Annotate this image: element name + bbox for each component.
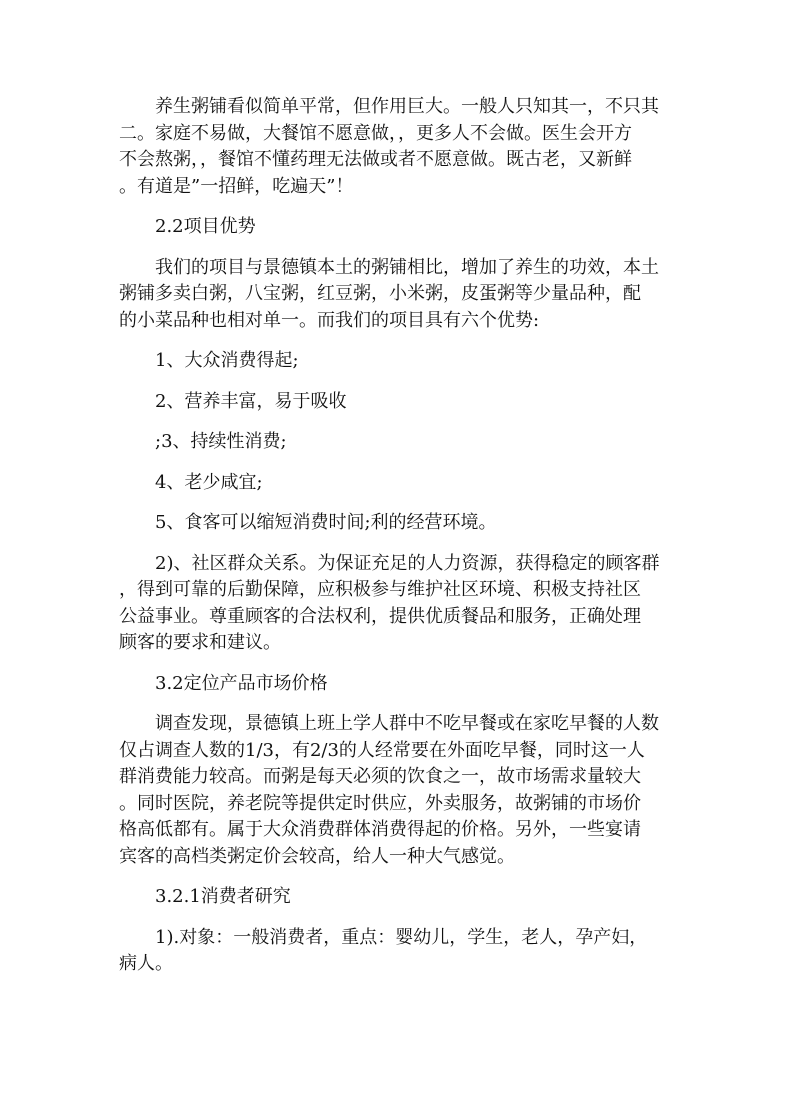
paragraph-consumer-research bbox=[119, 925, 675, 978]
text-line: 二。家庭不易做，大餐馆不愿意做，，更多人不会做。医生会开方 bbox=[119, 122, 632, 144]
text-line: 宾客的高档类粥定价会较高，给人一种大气感觉。 bbox=[119, 845, 515, 867]
list-item-4: 4、老少咸宜; bbox=[155, 471, 263, 493]
text-line: 格高低都有。属于大众消费群体消费得起的价格。另外，一些宴请 bbox=[119, 819, 641, 840]
paragraph-intro bbox=[119, 94, 675, 200]
list-item-5: 5、食客可以缩短消费时间;利的经营环境。 bbox=[155, 512, 497, 533]
paragraph-project-advantages bbox=[119, 255, 675, 335]
text-line: 不会熬粥，，餐馆不懂药理无法做或者不愿意做。既古老，又新鲜 bbox=[119, 149, 632, 170]
text-line: 调查发现，景德镇上班上学人群中不吃早餐或在家吃早餐的人数 bbox=[155, 713, 659, 734]
text-line: 群消费能力较高。而粥是每天必须的饮食之一，故市场需求量较大 bbox=[119, 766, 641, 787]
text-line: 养生粥铺看似简单平常，但作用巨大。一般人只知其一，不只其 bbox=[155, 96, 659, 117]
paragraph-community-relations bbox=[119, 551, 675, 657]
text-line: 粥铺多卖白粥，八宝粥，红豆粥，小米粥，皮蛋粥等少量品种，配 bbox=[119, 283, 641, 304]
document-page bbox=[119, 94, 675, 992]
text-line: 的小菜品种也相对单一。而我们的项目具有六个优势: bbox=[119, 309, 540, 331]
list-item-2: 2、营养丰富，易于吸收 bbox=[155, 390, 347, 412]
text-line: 2)、社区群众关系。为保证充足的人力资源，获得稳定的顾客群 bbox=[155, 552, 660, 574]
text-line: 公益事业。尊重顾客的合法权利，提供优质餐品和服务，正确处理 bbox=[119, 605, 641, 627]
section-heading-2-2: 2.2项目优势 bbox=[155, 216, 256, 237]
text-line: ，得到可靠的后勤保障，应积极参与维护社区环境、积极支持社区 bbox=[119, 579, 641, 600]
text-line: 我们的项目与景德镇本土的粥铺相比，增加了养生的功效，本土 bbox=[155, 256, 659, 278]
text-line: 。同时医院，养老院等提供定时供应，外卖服务，故粥铺的市场价 bbox=[119, 792, 641, 814]
section-heading-3-2: 3.2定位产品市场价格 bbox=[155, 672, 328, 694]
section-heading-3-2-1: 3.2.1消费者研究 bbox=[155, 886, 291, 907]
text-line: 。有道是”一招鲜，吃遍天”！ bbox=[119, 175, 354, 197]
list-item-1: 1、大众消费得起; bbox=[155, 350, 299, 371]
text-line: 仅占调查人数的1/3，有2/3的人经常要在外面吃早餐，同时这一人 bbox=[119, 739, 645, 761]
list-item-3: ;3、持续性消费; bbox=[155, 431, 287, 452]
text-line: 病人。 bbox=[119, 953, 173, 974]
text-line: 顾客的要求和建议。 bbox=[119, 632, 281, 653]
text-line: 1).对象：一般消费者，重点：婴幼儿，学生，老人，孕产妇， bbox=[155, 926, 648, 948]
paragraph-market-price bbox=[119, 711, 675, 870]
